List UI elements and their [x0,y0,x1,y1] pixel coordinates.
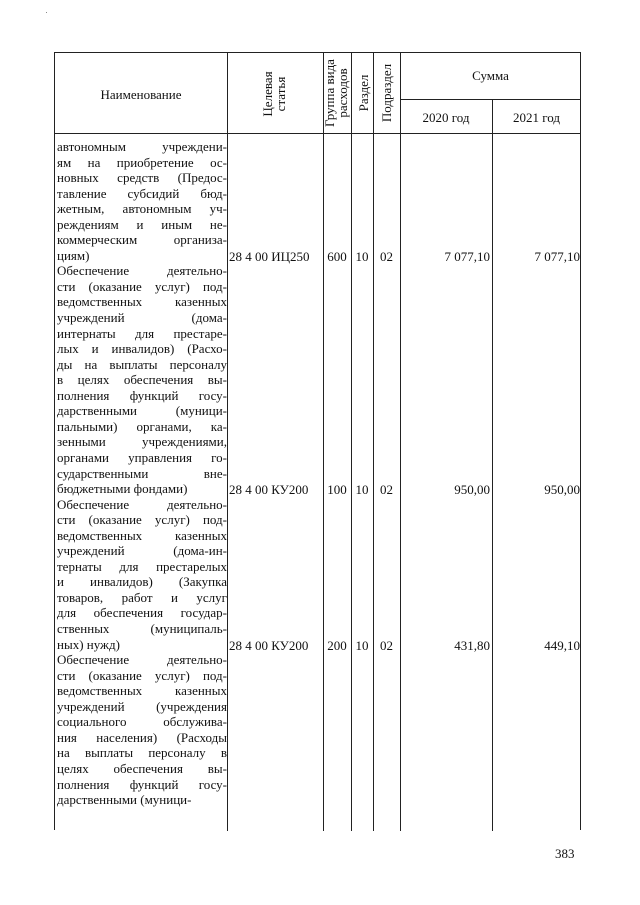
header-article-line1: Целевая [260,71,275,117]
row-sum-2020: 431,80 [454,637,490,653]
row-name-line: ных) нужд) [57,636,120,652]
header-subsection: Подраздел [379,63,394,123]
row-name-line: дарственными (муници- [57,403,227,419]
row-name-line: учреждений (дома- [57,310,227,326]
row-name-line: ведомственных казенных [57,683,227,699]
row-name-line: социального обслужива- [57,714,227,730]
row-name [57,139,227,263]
header-article [261,63,289,125]
row-name-line: ственных (муниципаль- [57,621,227,637]
row-name-line: пальными) органами, ка- [57,418,227,434]
col-divider [323,53,324,831]
row-name-line: Обеспечение деятельно- [57,263,227,279]
row-name-line: сти (оказание услуг) под- [57,667,227,683]
row-name-line: для обеспечения государ- [57,605,227,621]
row-name-line: автономным учреждени- [57,139,227,154]
row-article: 28 4 00 КУ200 [229,482,309,498]
row-group: 100 [327,482,347,498]
row-name-line: Обеспечение деятельно- [57,496,227,512]
row-section: 10 [355,248,369,264]
header-section: Раздел [356,74,371,112]
row-name-line: зенными учреждениями, [57,434,227,450]
row-article: 28 4 00 КУ200 [229,637,309,653]
budget-table [54,52,581,830]
row-name-line: ям на приобретение ос- [57,154,227,170]
row-section: 10 [355,482,369,498]
row-name-line: на выплаты персоналу в [57,745,227,761]
row-name-line: и инвалидов) (Закупка [57,574,227,590]
row-name-line: ния населения) (Расходы [57,729,227,745]
row-name-line: реждениям и иным не- [57,216,227,232]
row-name-line: ды на выплаты персоналу [57,356,227,372]
row-name [57,652,227,807]
row-sum-2021: 950,00 [544,482,580,498]
row-name-line: органами управления го- [57,449,227,465]
row-name-line: в целях обеспечения вы- [57,372,227,388]
col-divider [400,53,401,831]
scan-mark [46,12,47,13]
row-name-line: учреждений (учреждения [57,698,227,714]
col-divider [227,53,228,831]
row-name-line: полнения функций госу- [57,387,227,403]
row-name-line: ведомственных казенных [57,294,227,310]
row-name-line: бюджетными фондами) [57,481,188,497]
row-name-line: жетным, автономным уч- [57,201,227,217]
row-name [57,497,227,652]
row-name-line: интернаты для престаре- [57,325,227,341]
row-subsection: 02 [380,637,393,653]
row-name-line: Обеспечение деятельно- [57,652,227,668]
row-name-line: коммерческим организа- [57,232,227,248]
header-year-2020: 2020 год [422,110,470,125]
header-group-line1: Группа вида [322,59,337,127]
row-name-line: тавление субсидий бюд- [57,185,227,201]
row-section: 10 [355,637,369,653]
row-name-line: тернаты для престарелых [57,558,227,574]
header-sum: Сумма [472,68,509,83]
row-sum-2020: 7 077,10 [444,248,490,264]
header-article-line2: статья [273,76,288,112]
row-name-line: сти (оказание услуг) под- [57,512,227,528]
row-name-line: дарственными (муници- [57,792,192,808]
col-divider [351,53,352,831]
header-group [323,55,351,131]
row-sum-2020: 950,00 [454,482,490,498]
header-group-line2: расходов [335,68,350,118]
row-subsection: 02 [380,482,393,498]
row-name-line: полнения функций госу- [57,776,227,792]
row-name-line: учреждений (дома-ин- [57,543,227,559]
row-name-line: товаров, работ и услуг [57,589,227,605]
col-divider [373,53,374,831]
row-name-line: целях обеспечения вы- [57,760,227,776]
row-name-line: лых и инвалидов) (Расхо- [57,341,227,357]
row-group: 600 [327,248,347,264]
row-name-line: ведомственных казенных [57,527,227,543]
col-divider [492,99,493,831]
row-name-line: циям) [57,247,90,263]
row-subsection: 02 [380,248,393,264]
row-sum-2021: 7 077,10 [534,248,580,264]
row-name-line: сударственными вне- [57,465,227,481]
row-name-line: новных средств (Предос- [57,170,227,186]
row-name [57,263,227,496]
row-sum-2021: 449,10 [544,637,580,653]
header-name: Наименование [100,87,182,102]
header-year-2021: 2021 год [513,110,560,125]
row-article: 28 4 00 ИЦ250 [229,248,310,264]
header-divider [400,99,581,100]
header-bottom-line [55,133,581,134]
row-name-line: сти (оказание услуг) под- [57,278,227,294]
page-number: 383 [555,846,575,861]
row-group: 200 [327,637,347,653]
